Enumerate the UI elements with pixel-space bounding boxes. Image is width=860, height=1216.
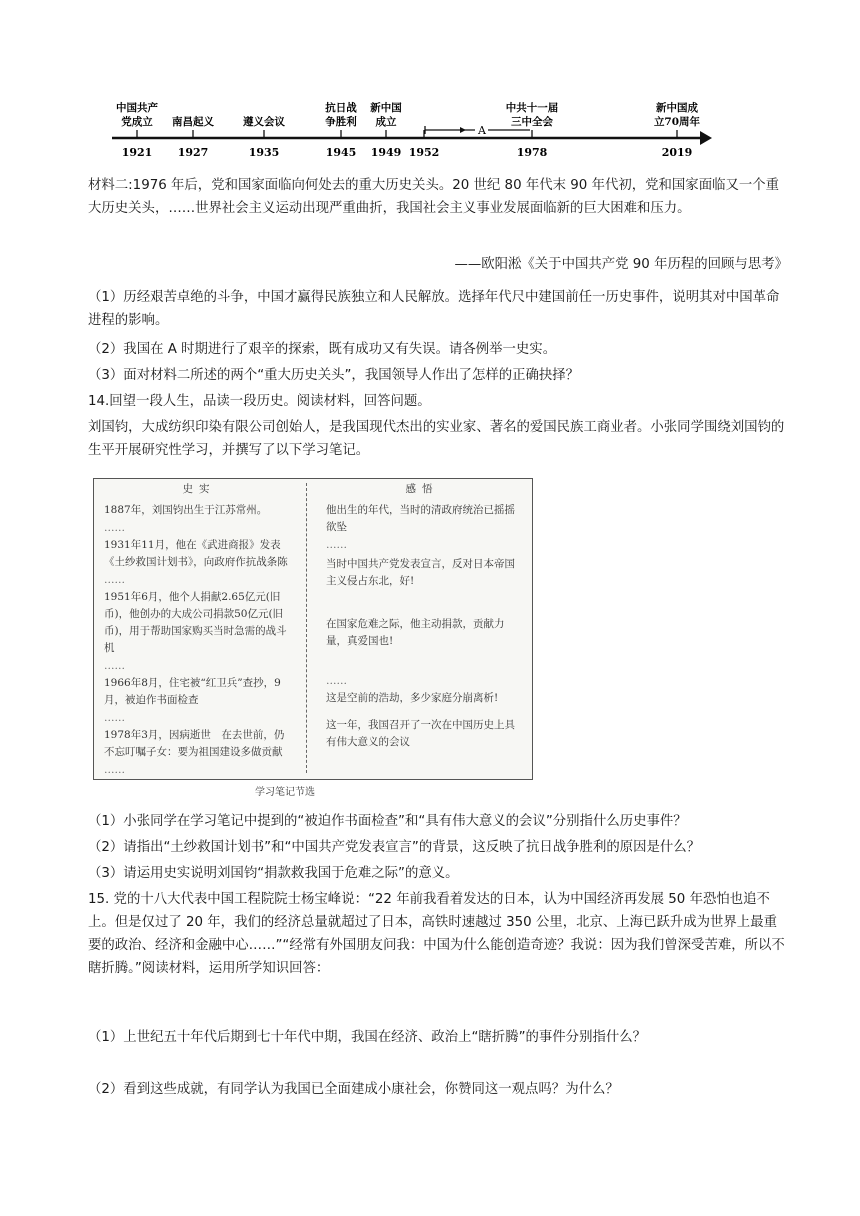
timeline-event-label: 抗日战 bbox=[325, 102, 357, 114]
timeline-chart bbox=[100, 88, 720, 163]
timeline-year-label: 1921 bbox=[121, 146, 153, 159]
note-fact-4: 1966年8月，住宅被“红卫兵”查抄，9月，被迫作书面检查 bbox=[104, 677, 281, 706]
material2-source: ——欧阳淞《关于中国共产党 90 年历程的回顾与思考》 bbox=[454, 257, 788, 272]
note-reflection-3: 在国家危难之际，他主动捐款，贡献力量，真爱国也! bbox=[326, 618, 505, 647]
timeline-year-label: 1935 bbox=[248, 146, 280, 159]
notes-reflections-header: 感悟 bbox=[405, 483, 439, 495]
note-fact-2: 1931年11月，他在《武进商报》发表《土纱救国计划书》，向政府作抗战条陈 bbox=[104, 539, 288, 568]
timeline-event-label: 南昌起义 bbox=[172, 116, 214, 128]
note-dots: …… bbox=[104, 574, 125, 586]
q13-question-1: （1）历经艰苦卓绝的斗争，中国才赢得民族独立和人民解放。选择年代尺中建国前任一历史事件，说明其对中国革命进程的影响。 bbox=[88, 290, 780, 328]
timeline-event-label: 新中国成 bbox=[656, 102, 698, 114]
q14-question-2: （2）请指出“土纱救国计划书”和“中国共产党发表宣言”的背景，这反映了抗日战争胜利的原因是什么？ bbox=[88, 840, 701, 855]
q14-title: 14.回望一段人生，品读一段历史。阅读材料，回答问题。 bbox=[88, 394, 431, 409]
note-dots: …… bbox=[104, 764, 125, 776]
q14-question-3: （3）请运用史实说明刘国钧“捐款救我国于危难之际”的意义。 bbox=[88, 866, 459, 881]
q14-intro: 刘国钧，大成纺织印染有限公司创始人，是我国现代杰出的实业家、著名的爱国民族工商业者。小张同学围绕刘国钧的生平开展研究性学习，并撰写了以下学习笔记。 bbox=[88, 420, 785, 458]
note-fact-1: 1887年，刘国钧出生于江苏常州。 bbox=[104, 504, 268, 516]
note-reflection-2: 当时中国共产党发表宣言，反对日本帝国主义侵占东北，好! bbox=[326, 558, 515, 587]
q14-question-1: （1）小张同学在学习笔记中提到的“被迫作书面检查”和“具有伟大意义的会议”分别指什么历史事件？ bbox=[88, 814, 687, 829]
q15-question-2: （2）看到这些成就，有同学认为我国已全面建成小康社会，你赞同这一观点吗？为什么？ bbox=[88, 1082, 619, 1097]
note-reflection-1: 他出生的年代，当时的清政府统治已摇摇欲坠 bbox=[326, 504, 515, 533]
period-a-arrow bbox=[460, 127, 466, 133]
timeline-event-label: 新中国 bbox=[370, 102, 402, 114]
notes-caption: 学习笔记节选 bbox=[255, 787, 315, 798]
timeline-arrowhead bbox=[700, 131, 712, 145]
q15-text: 15. 党的十八大代表中国工程院院士杨宝峰说：“22 年前我看着发达的日本，认为中国经济再发展 50 年恐怕也追不上。但是仅过了 20 年，我们的经济总量就超过了日本，高铁时速越过 350 公里，北京、上海已跃升成为世界上最重要的政治、经济和金融中心……”“经常有外国朋友问我：中国为什么能创造奇迹？我说：因为我们曾深受苦难，所以不瞎折腾。”阅读材料，运用所学知识回答： bbox=[88, 892, 785, 976]
timeline-year-label: 1978 bbox=[516, 146, 548, 159]
q13-question-2: （2）我国在 A 时期进行了艰辛的探索，既有成功又有失误。请各例举一史实。 bbox=[88, 342, 557, 357]
notes-facts-column bbox=[104, 479, 294, 779]
notes-divider bbox=[306, 483, 307, 773]
timeline-year-label: 1949 bbox=[370, 146, 402, 159]
note-reflection-5: 这一年，我国召开了一次在中国历史上具有伟大意义的会议 bbox=[326, 719, 515, 748]
timeline-year-label: 1952 bbox=[408, 146, 440, 159]
study-notes-image bbox=[93, 478, 533, 780]
q13-question-3: （3）面对材料二所述的两个“重大历史关头”，我国领导人作出了怎样的正确抉择？ bbox=[88, 368, 580, 383]
timeline-event-label: 立70周年 bbox=[653, 116, 701, 128]
timeline-event-label: 中国共产 bbox=[116, 102, 158, 114]
note-dots: …… bbox=[326, 675, 347, 687]
timeline-year-label: 1927 bbox=[177, 146, 209, 159]
note-fact-3: 1951年6月，他个人捐献2.65亿元(旧币)，他创办的大成公司捐款50亿元(旧币)，用于帮助国家购买当时急需的战斗机 bbox=[104, 591, 287, 654]
q15-question-1: （1）上世纪五十年代后期到七十年代中期，我国在经济、政治上“瞎折腾”的事件分别指什么？ bbox=[88, 1030, 647, 1045]
timeline-event-label: 争胜利 bbox=[325, 116, 357, 128]
notes-reflections-column bbox=[326, 479, 518, 755]
timeline-event-label: 成立 bbox=[375, 116, 397, 128]
note-reflection-4: 这是空前的浩劫，多少家庭分崩离析! bbox=[326, 692, 499, 704]
timeline-event-label: 三中全会 bbox=[511, 116, 553, 128]
timeline-event-label: 中共十一届 bbox=[505, 102, 559, 114]
period-a-label: A bbox=[478, 124, 486, 137]
note-dots: …… bbox=[104, 712, 125, 724]
note-dots: …… bbox=[326, 539, 347, 551]
timeline-year-label: 2019 bbox=[661, 146, 693, 159]
material2-text: 材料二:1976 年后，党和国家面临向何处去的重大历史关头。20 世纪 80 年代末 90 年代初，党和国家面临又一个重大历史关头，……世界社会主义运动出现严重曲折，我国社会主义事业发展面临新的巨大困难和压力。 bbox=[88, 178, 780, 216]
timeline-event-label: 党成立 bbox=[121, 116, 153, 128]
timeline-event-label: 遵义会议 bbox=[243, 116, 285, 128]
note-fact-5: 1978年3月，因病逝世 在去世前，仍不忘叮嘱子女：要为祖国建设多做贡献 bbox=[104, 729, 285, 758]
timeline-year-label: 1945 bbox=[325, 146, 357, 159]
notes-facts-header: 史实 bbox=[182, 483, 216, 495]
note-dots: …… bbox=[104, 660, 125, 672]
note-dots: …… bbox=[104, 522, 125, 534]
